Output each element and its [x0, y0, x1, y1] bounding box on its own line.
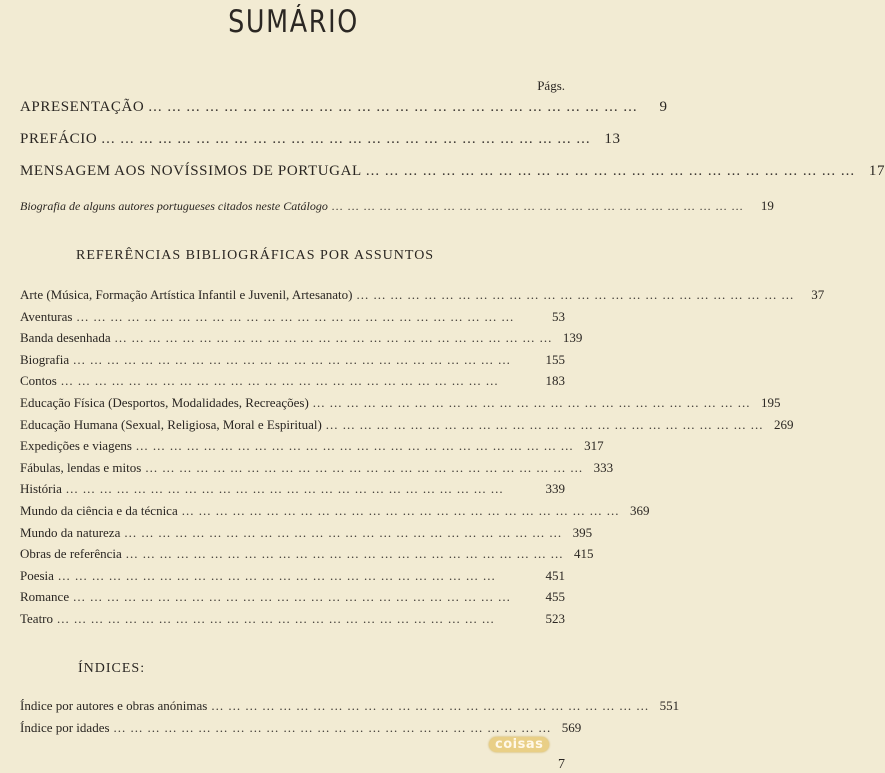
indices-heading: ÍNDICES:	[78, 661, 146, 676]
toc-entry-label: Biografia	[20, 351, 70, 367]
dot-leader: ... ... ... ... ... ... ... ... ... ... ... ... ... ... ... ... ... ... ... ... ... ... ... ... ... ...	[65, 481, 504, 497]
toc-entry-page: 155	[545, 351, 565, 367]
dot-leader: ... ... ... ... ... ... ... ... ... ... ... ... ... ... ... ... ... ... ... ... ... ... ... ... ... ...	[57, 567, 496, 583]
toc-entry-page: 415	[574, 546, 594, 562]
toc-entry-label: PREFÁCIO	[20, 131, 98, 147]
toc-entry-subject[interactable]	[20, 373, 565, 389]
toc-entry-subject[interactable]	[20, 524, 593, 541]
toc-entry-page: 455	[545, 589, 565, 605]
page-number: 7	[558, 757, 565, 772]
toc-entry-label: Expedições e viagens	[20, 438, 132, 454]
page-title: SUMÁRIO	[228, 4, 359, 40]
toc-entry-subject[interactable]	[20, 330, 583, 346]
toc-entry-label: MENSAGEM AOS NOVÍSSIMOS DE PORTUGAL	[20, 163, 362, 179]
toc-entry-label: Biografia de alguns autores portugueses citados neste Catálogo	[20, 199, 328, 213]
dot-leader: ... ... ... ... ... ... ... ... ... ... ... ... ... ... ... ... ... ... ... ... ... ... ... ... ... ...	[73, 351, 511, 367]
toc-entry-subject[interactable]	[20, 589, 565, 605]
toc-entry-indice-autores[interactable]	[20, 698, 680, 714]
dot-leader: ... ... ... ... ... ... ... ... ... ... ... ... ... ... ... ... ... ... ... ... ... ... ... ... ... ...	[135, 438, 574, 454]
watermark-logo: coisas	[489, 737, 549, 752]
toc-entry-page: 139	[562, 330, 583, 346]
toc-entry-subject[interactable]	[20, 309, 565, 325]
toc-entry-label: História	[20, 481, 62, 497]
toc-entry-subject[interactable]	[20, 503, 650, 519]
toc-entry-subject[interactable]	[20, 568, 565, 584]
toc-entry-page: 369	[629, 503, 650, 518]
toc-entry-page: 551	[659, 698, 680, 713]
dot-leader: ... ... ... ... ... ... ... ... ... ... ... ... ... ... ... ... ... ... ... ... ... ... ... ... ... ...	[331, 199, 744, 213]
dot-leader: ... ... ... ... ... ... ... ... ... ... ... ... ... ... ... ... ... ... ... ... ... ... ... ... ... ...	[125, 546, 564, 562]
toc-entry-label: Contos	[20, 373, 57, 389]
toc-entry-label: Índice por idades	[20, 720, 110, 735]
toc-entry-page: 19	[760, 198, 774, 213]
toc-entry-subject[interactable]	[20, 352, 565, 368]
toc-entry-subject[interactable]	[20, 395, 781, 411]
toc-entry-subject[interactable]	[20, 287, 825, 303]
toc-entry-page: 395	[572, 524, 593, 540]
toc-entry-label: APRESENTAÇÃO	[20, 99, 145, 115]
toc-entry-page: 53	[552, 308, 565, 324]
toc-entry-page: 317	[584, 438, 604, 454]
dot-leader: ... ... ... ... ... ... ... ... ... ... ... ... ... ... ... ... ... ... ... ... ... ... ... ... ... ...	[145, 459, 584, 475]
toc-entry-label: Mundo da natureza	[20, 524, 121, 540]
dot-leader: ... ... ... ... ... ... ... ... ... ... ... ... ... ... ... ... ... ... ... ... ... ... ... ... ... ...	[148, 99, 638, 115]
toc-entry-page: 195	[761, 395, 781, 410]
toc-entry-label: Poesia	[20, 567, 54, 583]
dot-leader: ... ... ... ... ... ... ... ... ... ... ... ... ... ... ... ... ... ... ... ... ... ... ... ... ... ...	[57, 611, 495, 626]
toc-entry-label: Aventuras	[20, 308, 73, 324]
toc-entry-apresentacao[interactable]	[20, 99, 668, 116]
toc-entry-biografia-autores[interactable]	[20, 198, 774, 214]
dot-leader: ... ... ... ... ... ... ... ... ... ... ... ... ... ... ... ... ... ... ... ... ... ... ... ... ... ...	[76, 308, 515, 324]
dot-leader: ... ... ... ... ... ... ... ... ... ... ... ... ... ... ... ... ... ... ... ... ... ... ... ... ... ...	[312, 395, 751, 410]
toc-entry-label: Arte (Música, Formação Artística Infantil e Juvenil, Artesanato)	[20, 287, 353, 302]
toc-entry-page: 37	[811, 287, 825, 302]
toc-entry-page: 569	[561, 720, 582, 735]
pages-column-label: Págs.	[537, 78, 565, 93]
dot-leader: ... ... ... ... ... ... ... ... ... ... ... ... ... ... ... ... ... ... ... ... ... ... ... ... ... ...	[101, 131, 591, 147]
dot-leader: ... ... ... ... ... ... ... ... ... ... ... ... ... ... ... ... ... ... ... ... ... ... ... ... ... ...	[325, 416, 764, 432]
toc-entry-label: Fábulas, lendas e mitos	[20, 459, 142, 475]
toc-entry-page: 451	[545, 567, 565, 583]
toc-entry-page: 269	[774, 416, 794, 432]
toc-entry-label: Educação Humana (Sexual, Religiosa, Moral e Espiritual)	[20, 416, 322, 432]
toc-entry-label: Índice por autores e obras anónimas	[20, 698, 208, 713]
dot-leader: ... ... ... ... ... ... ... ... ... ... ... ... ... ... ... ... ... ... ... ... ... ... ... ... ... ...	[113, 720, 552, 735]
toc-entry-page: 333	[593, 459, 614, 475]
toc-entry-subject[interactable]	[20, 611, 565, 627]
toc-entry-label: Educação Física (Desportos, Modalidades, Recreações)	[20, 395, 309, 410]
toc-entry-page: 339	[545, 481, 565, 497]
toc-entry-indice-idades[interactable]	[20, 720, 582, 736]
toc-entry-page: 17	[868, 163, 885, 179]
toc-entry-page: 523	[545, 611, 565, 626]
toc-entry-subject[interactable]	[20, 416, 794, 433]
toc-entry-subject[interactable]	[20, 459, 614, 476]
dot-leader: ... ... ... ... ... ... ... ... ... ... ... ... ... ... ... ... ... ... ... ... ... ... ... ... ... ...	[181, 503, 620, 518]
toc-entry-subject[interactable]	[20, 546, 594, 562]
toc-entry-label: Mundo da ciência e da técnica	[20, 503, 178, 518]
toc-entry-mensagem[interactable]	[20, 163, 885, 180]
dot-leader: ... ... ... ... ... ... ... ... ... ... ... ... ... ... ... ... ... ... ... ... ... ... ... ... ... ...	[60, 373, 499, 389]
toc-entry-label: Romance	[20, 589, 70, 605]
toc-entry-prefacio[interactable]	[20, 131, 621, 148]
section-heading: REFERÊNCIAS BIBLIOGRÁFICAS POR ASSUNTOS	[76, 248, 435, 263]
toc-entry-subject[interactable]	[20, 438, 604, 454]
toc-entry-label: Banda desenhada	[20, 330, 111, 346]
toc-entry-page: 183	[545, 373, 565, 389]
dot-leader: ... ... ... ... ... ... ... ... ... ... ... ... ... ... ... ... ... ... ... ... ... ... ... ... ... ...	[124, 524, 563, 540]
dot-leader: ... ... ... ... ... ... ... ... ... ... ... ... ... ... ... ... ... ... ... ... ... ... ... ... ... ...	[356, 287, 795, 302]
dot-leader: ... ... ... ... ... ... ... ... ... ... ... ... ... ... ... ... ... ... ... ... ... ... ... ... ... ...	[365, 163, 856, 179]
toc-entry-label: Teatro	[20, 611, 54, 626]
toc-entry-subject[interactable]	[20, 481, 565, 497]
toc-entry-page: 13	[604, 131, 621, 147]
toc-entry-page: 9	[659, 99, 668, 115]
toc-entry-label: Obras de referência	[20, 546, 122, 562]
dot-leader: ... ... ... ... ... ... ... ... ... ... ... ... ... ... ... ... ... ... ... ... ... ... ... ... ... ...	[73, 589, 511, 605]
dot-leader: ... ... ... ... ... ... ... ... ... ... ... ... ... ... ... ... ... ... ... ... ... ... ... ... ... ...	[211, 698, 650, 713]
dot-leader: ... ... ... ... ... ... ... ... ... ... ... ... ... ... ... ... ... ... ... ... ... ... ... ... ... ...	[114, 330, 553, 346]
